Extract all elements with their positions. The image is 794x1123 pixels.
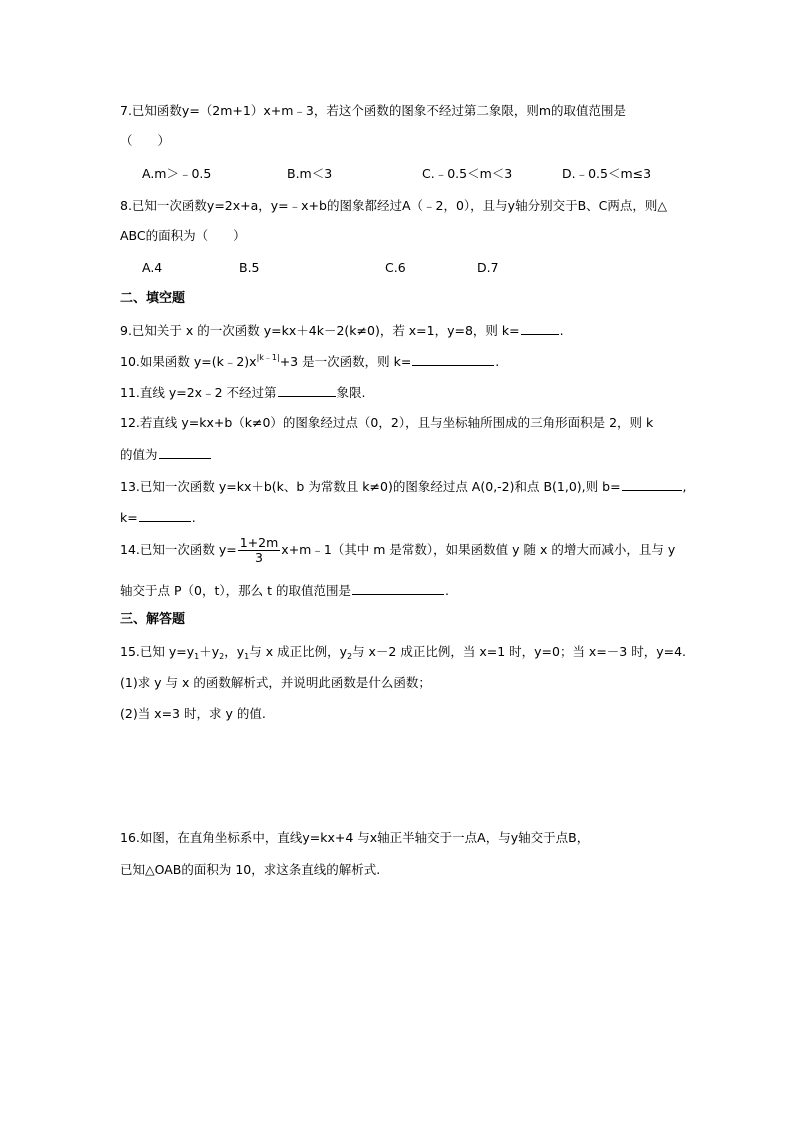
subscript: 1 <box>244 652 250 661</box>
question-11-text: 11.直线 y=2x﹣2 不经过第 <box>120 385 277 400</box>
question-10-text-cont: +3 是一次函数，则 k= <box>279 354 412 369</box>
question-9-end: . <box>559 323 564 338</box>
answer-blank <box>159 446 211 459</box>
subscript: 2 <box>346 652 353 661</box>
question-11 <box>120 384 366 401</box>
question-14-end: . <box>444 583 449 598</box>
fraction <box>238 536 281 565</box>
question-15-text: ＋y <box>199 644 220 659</box>
question-15-text: 与 x－2 成正比例，当 x=1 时，y=0；当 x=－3 时，y=4. <box>352 644 687 659</box>
question-14-stem <box>120 536 675 565</box>
question-15-stem <box>120 644 686 660</box>
fraction-numerator: 1+2m <box>239 535 279 550</box>
question-15-text: 15.已知 y=y <box>120 644 195 659</box>
question-15-part-1: (1)求 y 与 x 的函数解析式，并说明此函数是什么函数； <box>120 675 431 690</box>
answer-blank <box>278 384 336 397</box>
answer-blank <box>352 582 444 595</box>
section-heading-fill-blank: 二、填空题 <box>120 291 186 306</box>
question-13-stem <box>120 478 687 495</box>
question-14-text-cont: x+m﹣1（其中 m 是常数），如果函数值 y 随 x 的增大而减小，且与 y <box>281 542 676 557</box>
subscript: 1 <box>194 652 200 661</box>
question-7-option-d: D.﹣0.5＜m≤3 <box>562 166 652 181</box>
question-7-stem: 7.已知函数y=（2m+1）x+m﹣3，若这个函数的图象不经过第二象限，则m的取值范围是 <box>120 103 627 118</box>
question-14-text: 14.已知一次函数 y= <box>120 542 237 557</box>
question-8-stem-cont: ABC的面积为（ ） <box>120 228 246 243</box>
fraction-denominator: 3 <box>255 550 263 565</box>
question-8-option-b: B.5 <box>239 260 260 275</box>
question-7-option-c: C.﹣0.5＜m＜3 <box>422 166 513 181</box>
question-12-stem: 12.若直线 y=kx+b（k≠0）的图象经过点（0，2），且与坐标轴所围成的三角形面积是 2，则 k <box>120 415 654 430</box>
question-16-stem-cont: 已知△OAB的面积为 10，求这条直线的解析式. <box>120 862 381 877</box>
answer-blank <box>521 322 559 335</box>
question-13-text: 13.已知一次函数 y=kx＋b(k、b 为常数且 k≠0)的图象经过点 A(0,-2)和点 B(1,0),则 b= <box>120 479 621 494</box>
question-12-stem-cont <box>120 446 212 463</box>
question-13-end: . <box>191 510 196 525</box>
question-8-option-a: A.4 <box>142 260 163 275</box>
question-7-option-a: A.m＞﹣0.5 <box>142 166 212 181</box>
question-14-text-line2: 轴交于点 P（0，t），那么 t 的取值范围是 <box>120 583 351 598</box>
question-10 <box>120 353 499 370</box>
question-8-option-c: C.6 <box>385 260 406 275</box>
answer-blank <box>622 478 682 491</box>
question-7-option-b: B.m＜3 <box>287 166 333 181</box>
question-15-text: ，y <box>224 644 245 659</box>
question-16-stem: 16.如图，在直角坐标系中，直线y=kx+4 与x轴正半轴交于一点A，与y轴交于点B， <box>120 830 590 845</box>
question-10-text: 10.如果函数 y=(k﹣2)x <box>120 354 257 369</box>
question-11-end: 象限. <box>336 385 366 400</box>
question-15-part-2: (2)当 x=3 时，求 y 的值. <box>120 706 266 721</box>
section-heading-answer: 三、解答题 <box>120 612 186 627</box>
answer-blank <box>412 353 494 366</box>
question-13-k-label: k= <box>120 510 138 525</box>
question-9-text: 9.已知关于 x 的一次函数 y=kx＋4k－2(k≠0)，若 x=1，y=8，则 k= <box>120 323 520 338</box>
subscript: 2 <box>219 652 225 661</box>
question-14-stem-cont <box>120 582 449 599</box>
question-8-stem: 8.已知一次函数y=2x+a，y=﹣x+b的图象都经过A（﹣2，0），且与y轴分别交于B、C两点，则△ <box>120 198 667 213</box>
question-10-end: . <box>495 354 500 369</box>
question-10-exponent: |k﹣1| <box>256 353 280 362</box>
question-13-stem-cont <box>120 509 196 526</box>
question-8-option-d: D.7 <box>477 260 499 275</box>
answer-blank <box>139 509 191 522</box>
question-7-paren: （ ） <box>120 133 171 148</box>
question-9 <box>120 322 564 339</box>
question-15-text: 与 x 成正比例，y <box>249 644 347 659</box>
question-12-text: 的值为 <box>120 447 158 462</box>
question-13-comma: , <box>682 479 687 494</box>
